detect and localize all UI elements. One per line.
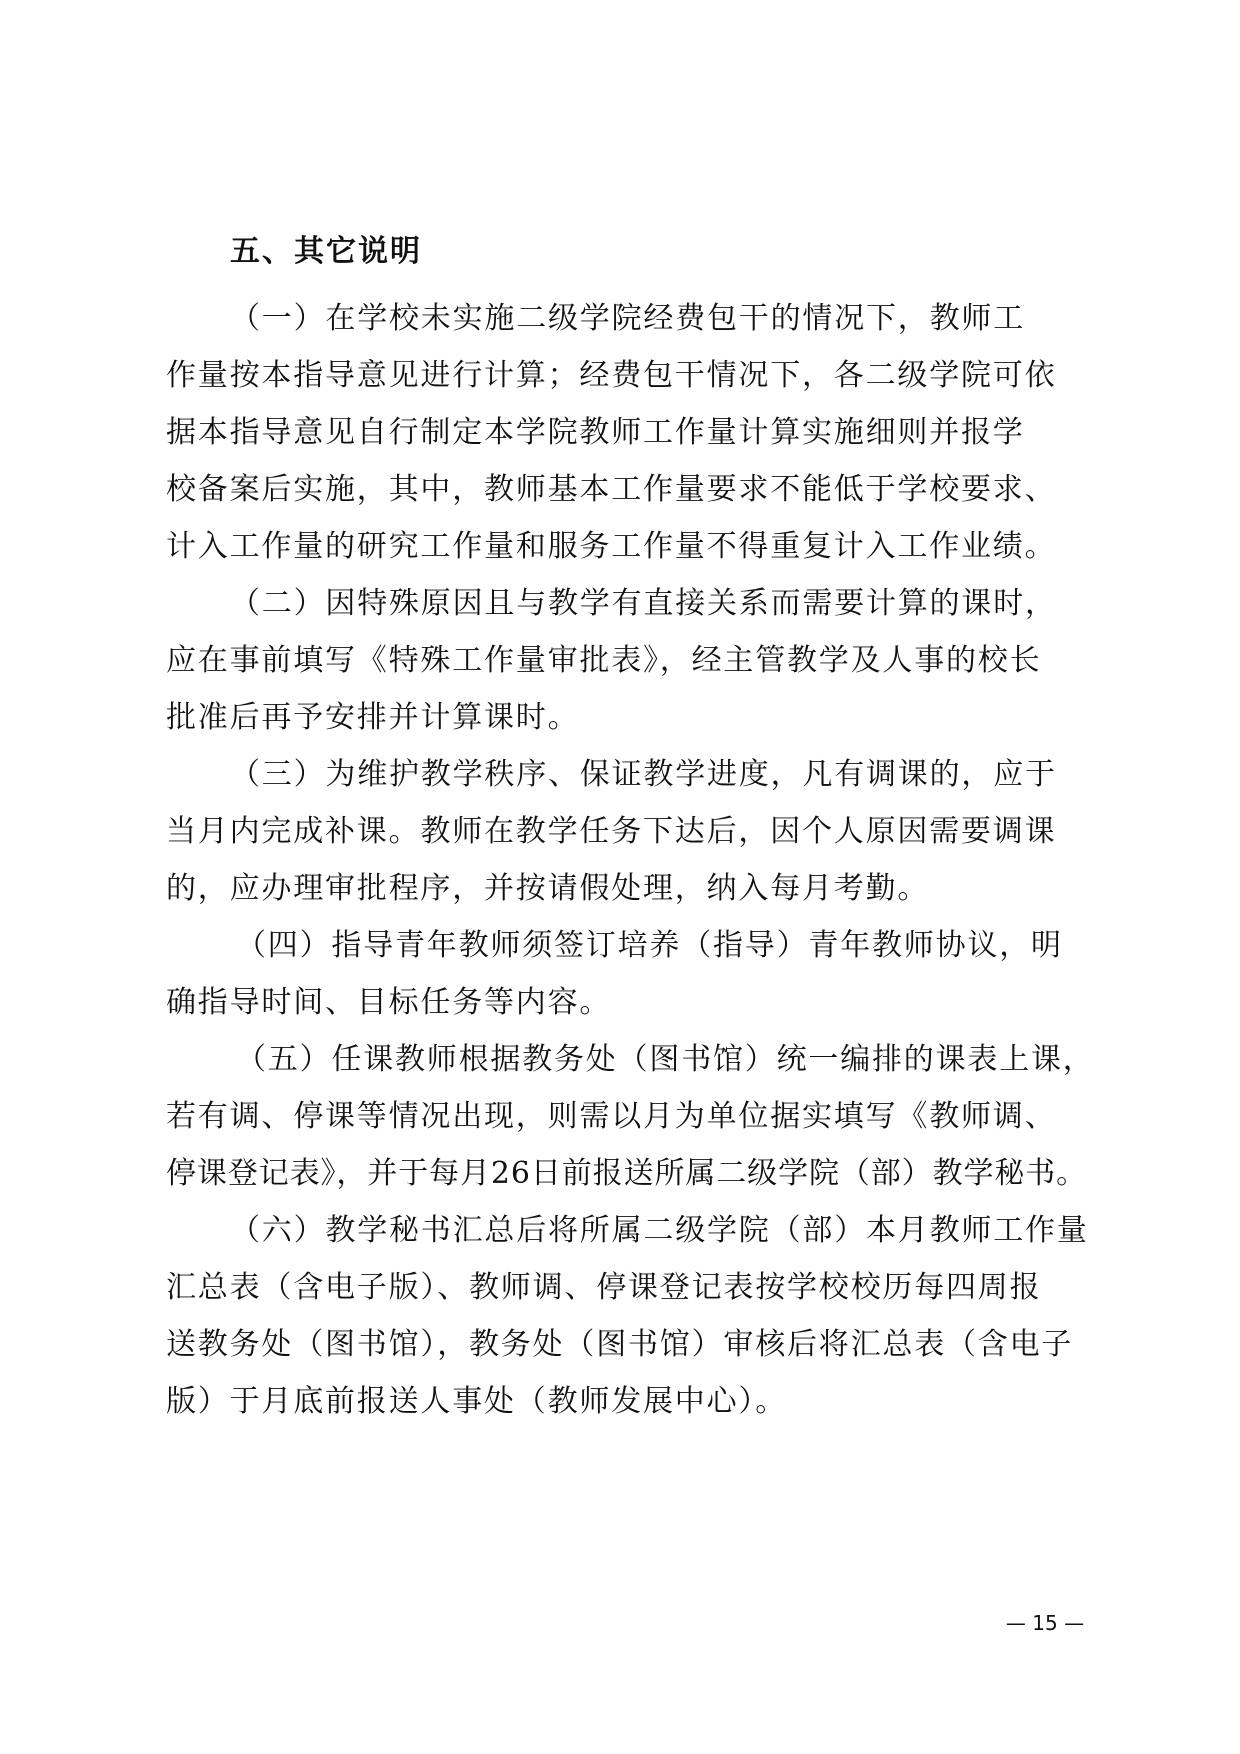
paragraph-6-line-3: 送教务处（图书馆），教务处（图书馆）审核后将汇总表（含电子 bbox=[166, 1327, 1074, 1362]
paragraph-1-line-2: 作量按本指导意见进行计算；经费包干情况下，各二级学院可依 bbox=[166, 358, 1057, 393]
paragraph-4-line-2: 确指导时间、目标任务等内容。 bbox=[166, 985, 612, 1020]
paragraph-6-line-4: 版）于月底前报送人事处（教师发展中心）。 bbox=[166, 1384, 787, 1419]
paragraph-2-line-1: （二）因特殊原因且与教学有直接关系而需要计算的课时， bbox=[230, 586, 1057, 621]
paragraph-2-line-3: 批准后再予安排并计算课时。 bbox=[166, 700, 580, 735]
paragraph-6-line-1: （六）教学秘书汇总后将所属二级学院（部）本月教师工作量 bbox=[230, 1213, 1089, 1248]
paragraph-1-line-1: （一）在学校未实施二级学院经费包干的情况下，教师工 bbox=[230, 301, 1025, 336]
paragraph-6-line-2: 汇总表（含电子版）、教师调、停课登记表按学校校历每四周报 bbox=[166, 1270, 1042, 1305]
paragraph-2-line-2: 应在事前填写《特殊工作量审批表》，经主管教学及人事的校长 bbox=[166, 643, 1042, 678]
paragraph-3-line-3: 的，应办理审批程序，并按请假处理，纳入每月考勤。 bbox=[166, 871, 930, 906]
page-number: — 15 — bbox=[1005, 1611, 1085, 1635]
paragraph-1-line-4: 校备案后实施，其中，教师基本工作量要求不能低于学校要求、 bbox=[166, 472, 1057, 507]
paragraph-3-line-2: 当月内完成补课。教师在教学任务下达后，因个人原因需要调课 bbox=[166, 814, 1057, 849]
paragraph-1-line-3: 据本指导意见自行制定本学院教师工作量计算实施细则并报学 bbox=[166, 415, 1025, 450]
paragraph-5-line-2: 若有调、停课等情况出现，则需以月为单位据实填写《教师调、 bbox=[166, 1099, 1057, 1134]
paragraph-5-line-1: （五）任课教师根据教务处（图书馆）统一编排的课表上课， bbox=[236, 1042, 1095, 1077]
paragraph-4-line-1: （四）指导青年教师须签订培养（指导）青年教师协议，明 bbox=[236, 928, 1063, 963]
paragraph-5-line-3: 停课登记表》，并于每月26日前报送所属二级学院（部）教学秘书。 bbox=[166, 1156, 1088, 1191]
paragraph-3-line-1: （三）为维护教学秩序、保证教学进度，凡有调课的，应于 bbox=[230, 757, 1057, 792]
section-heading: 五、其它说明 bbox=[230, 234, 422, 269]
paragraph-1-line-5: 计入工作量的研究工作量和服务工作量不得重复计入工作业绩。 bbox=[166, 529, 1057, 564]
